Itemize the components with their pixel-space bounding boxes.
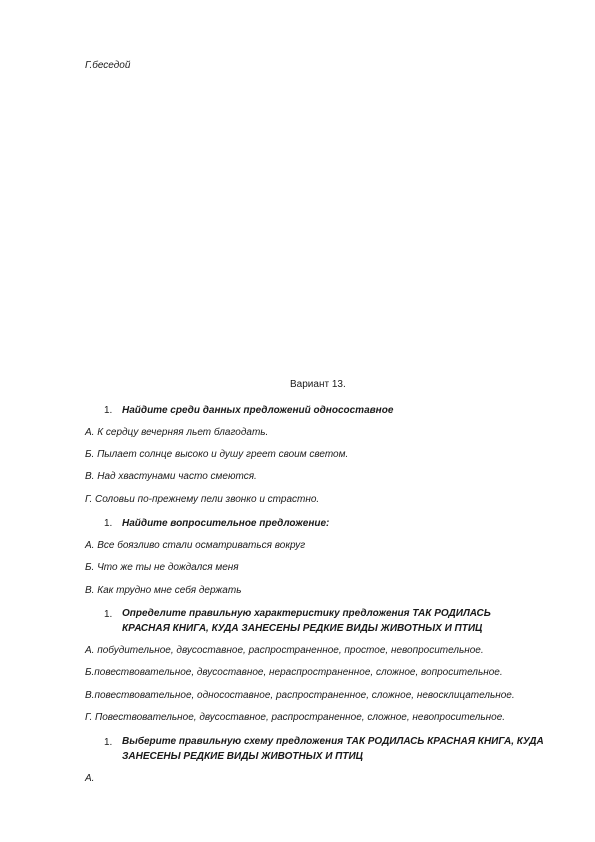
previous-answer-text: Г.беседой — [85, 60, 131, 71]
question-number: 1. — [104, 405, 113, 416]
question-text: Найдите вопросительное предложение: — [122, 518, 330, 529]
answer-option: А. К сердцу вечерняя льет благодать. — [85, 427, 269, 438]
answer-option: Г. Соловьи по-прежнему пели звонко и страстно. — [85, 494, 320, 505]
question-number: 1. — [104, 609, 113, 620]
answer-option: В. Над хвастунами часто смеются. — [85, 471, 257, 482]
question-text: Определите правильную характеристику предложения ТАК РОДИЛАСЬ КРАСНАЯ КНИГА, КУДА ЗАНЕСЕНЫ РЕДКИЕ ВИДЫ ЖИВОТНЫХ И ПТИЦ — [122, 608, 491, 634]
answer-option: Б. Что же ты не дождался меня — [85, 562, 239, 573]
question-number: 1. — [104, 737, 113, 748]
answer-option: А. побудительное, двусоставное, распространенное, простое, невопросительное. — [85, 645, 484, 656]
question-number: 1. — [104, 518, 113, 529]
answer-option: А. — [85, 773, 95, 784]
answer-option: В. Как трудно мне себя держать — [85, 585, 242, 596]
question-text: Найдите среди данных предложений односоставное — [122, 405, 394, 416]
answer-option: В.повествовательное, односоставное, распространенное, сложное, невосклицательное. — [85, 690, 515, 701]
answer-option: Б. Пылает солнце высоко и душу греет своим светом. — [85, 449, 349, 460]
variant-title: Вариант 13. — [290, 379, 346, 390]
answer-option: А. Все боязливо стали осматриваться вокруг — [85, 540, 306, 551]
answer-option: Б.повествовательное, двусоставное, нераспространенное, сложное, вопросительное. — [85, 667, 503, 678]
answer-option: Г. Повествовательное, двусоставное, распространенное, сложное, невопросительное. — [85, 712, 506, 723]
question-text: Выберите правильную схему предложения ТАК РОДИЛАСЬ КРАСНАЯ КНИГА, КУДА ЗАНЕСЕНЫ РЕДКИЕ ВИДЫ ЖИВОТНЫХ И ПТИЦ — [122, 736, 544, 762]
